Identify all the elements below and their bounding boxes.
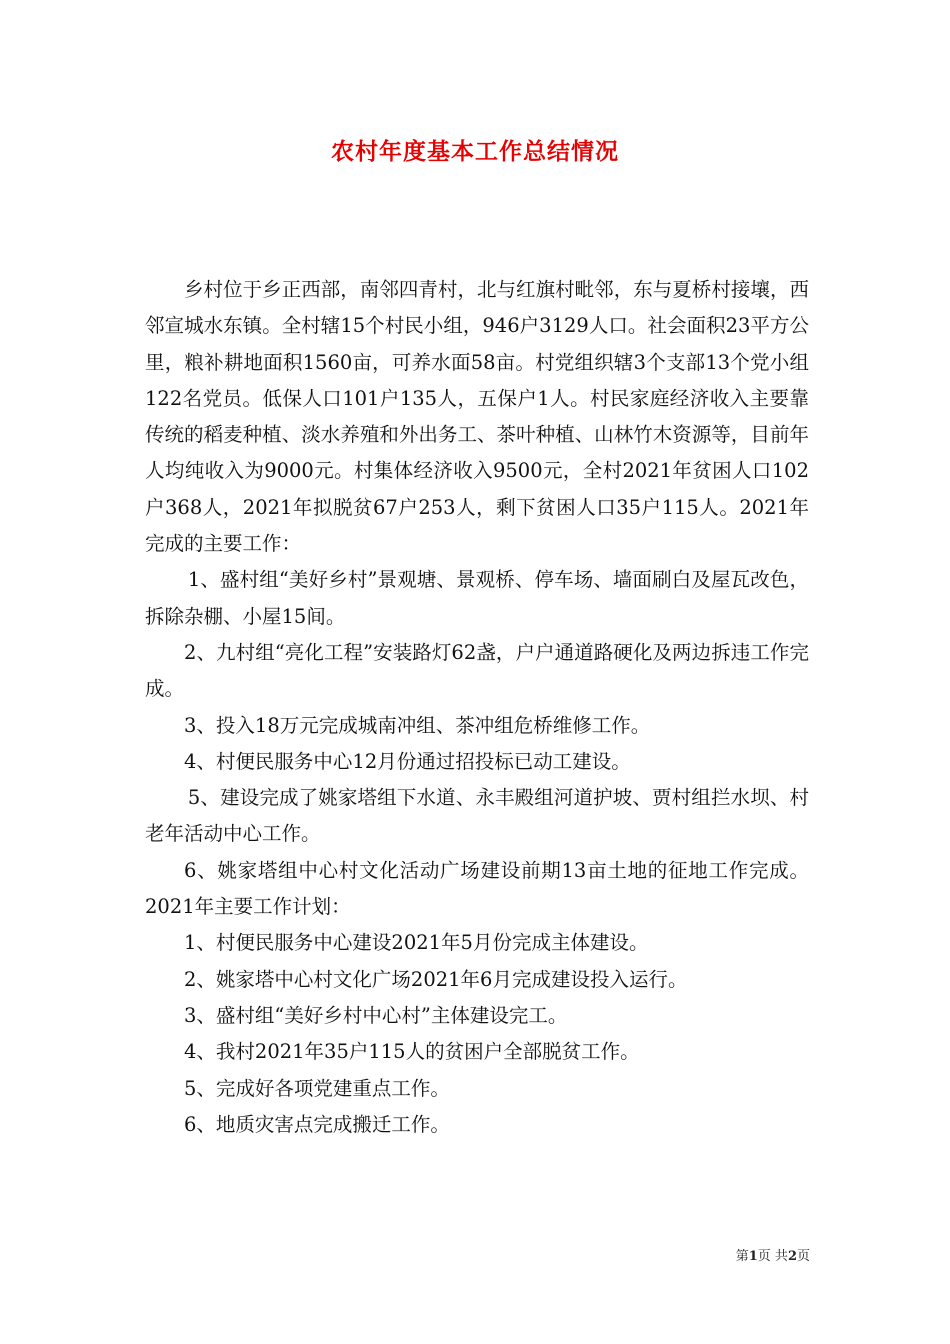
total-pages-number: 2 — [787, 1249, 797, 1264]
plan-item-5: 5、完成好各项党建重点工作。 — [184, 1076, 450, 1100]
plan-item-4: 4、我村2021年35户115人的贫困户全部脱贫工作。 — [184, 1040, 640, 1064]
footer-middle: 页 共 — [757, 1249, 788, 1264]
plan-item-3: 3、盛村组“美好乡村中心村”主体建设完工。 — [184, 1003, 568, 1027]
document-body — [145, 272, 809, 1143]
intro-paragraph: 乡村位于乡正西部，南邻四青村，北与红旗村毗邻，东与夏桥村接壤，西邻宣城水东镇。全村辖15个村民小组，946户3129人口。社会面积23平方公里，粮补耕地面积1560亩，可养水面58亩。村党组织辖3个支部13个党小组122名党员。低保人口101户135人，五保户1人。村民家庭经济收入主要靠传统的稻麦种植、淡水养殖和外出务工、茶叶种植、山林竹木资源等，目前年人均纯收入为9000元。村集体经济收入9500元，全村2021年贫困人口102户368人，2021年拟脱贫67户253人，剩下贫困人口35户115人。2021年完成的主要工作： — [145, 278, 809, 556]
plan-item-6: 6、地质灾害点完成搬迁工作。 — [184, 1112, 450, 1136]
completed-item-5: 5、建设完成了姚家塔组下水道、永丰殿组河道护坡、贾村组拦水坝、村老年活动中心工作。 — [145, 786, 809, 846]
completed-item-2: 2、九村组“亮化工程”安装路灯62盏，户户通道路硬化及两边拆违工作完成。 — [145, 640, 809, 701]
current-page-number: 1 — [748, 1249, 758, 1264]
footer-prefix: 第 — [735, 1249, 749, 1264]
page-number-footer — [700, 1245, 810, 1264]
completed-item-1: 1、盛村组“美好乡村”景观塘、景观桥、停车场、墙面刷白及屋瓦改色，拆除杂棚、小屋15间。 — [145, 568, 809, 628]
completed-item-3: 3、投入18万元完成城南冲组、茶冲组危桥维修工作。 — [184, 713, 651, 737]
plan-item-1: 1、村便民服务中心建设2021年5月份完成主体建设。 — [184, 931, 649, 955]
completed-item-4: 4、村便民服务中心12月份通过招投标已动工建设。 — [184, 749, 631, 773]
plan-item-2: 2、姚家塔中心村文化广场2021年6月完成建设投入运行。 — [184, 967, 688, 991]
footer-suffix: 页 — [796, 1249, 810, 1264]
document-title: 农村年度基本工作总结情况 — [331, 138, 619, 165]
completed-item-6: 6、姚家塔组中心村文化活动广场建设前期13亩土地的征地工作完成。2021年主要工作计划： — [145, 858, 809, 919]
